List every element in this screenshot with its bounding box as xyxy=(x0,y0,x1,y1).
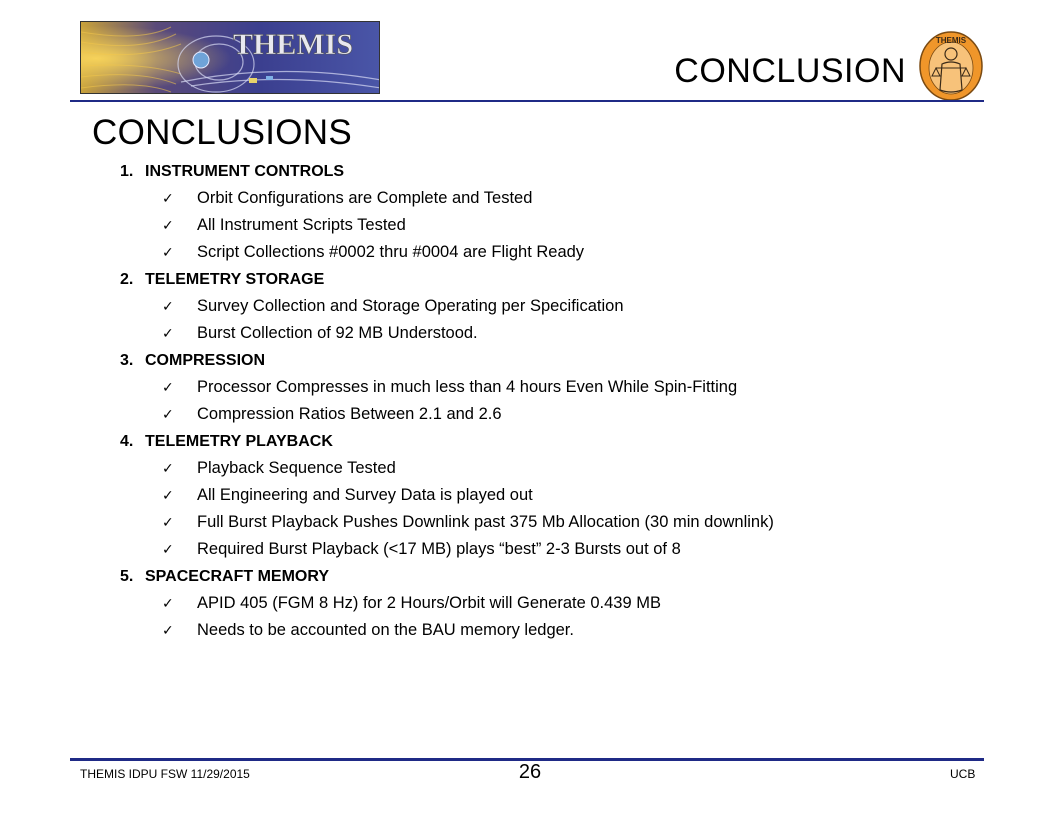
list-item-text: Playback Sequence Tested xyxy=(197,459,396,477)
list-item xyxy=(0,320,1056,347)
list-item-text: All Instrument Scripts Tested xyxy=(197,216,406,234)
page-number: 26 xyxy=(518,761,542,783)
list-item-text: Script Collections #0002 thru #0004 are Flight Ready xyxy=(197,243,585,261)
list-item-text: All Engineering and Survey Data is played out xyxy=(197,486,533,504)
list-item xyxy=(0,293,1056,320)
page-heading: CONCLUSIONS xyxy=(92,113,353,152)
section-label: SPACECRAFT MEMORY xyxy=(145,568,329,585)
section-title xyxy=(0,158,1056,185)
list-item xyxy=(0,509,1056,536)
section-label: TELEMETRY PLAYBACK xyxy=(145,433,333,450)
checkmark-icon: ✓ xyxy=(162,622,174,638)
slide-title: CONCLUSION xyxy=(674,52,906,90)
header-rule xyxy=(70,100,984,102)
list-item-text: Full Burst Playback Pushes Downlink past 375 Mb Allocation (30 min downlink) xyxy=(197,513,774,531)
footer-left-text: THEMIS IDPU FSW 11/29/2015 xyxy=(80,767,250,781)
list-item-text: Compression Ratios Between 2.1 and 2.6 xyxy=(197,405,502,423)
conclusions-list xyxy=(0,158,1056,644)
checkmark-icon: ✓ xyxy=(162,325,174,341)
list-item xyxy=(0,185,1056,212)
checkmark-icon: ✓ xyxy=(162,379,174,395)
themis-banner-logo xyxy=(80,21,380,94)
section-number: 4. xyxy=(120,433,134,450)
list-item-text: Burst Collection of 92 MB Understood. xyxy=(197,324,478,342)
section-label: COMPRESSION xyxy=(145,352,266,369)
list-item-text: Orbit Configurations are Complete and Tested xyxy=(197,189,533,207)
list-item xyxy=(0,590,1056,617)
section-number: 2. xyxy=(120,271,134,288)
list-item-text: Survey Collection and Storage Operating per Specification xyxy=(197,297,624,315)
section-title xyxy=(0,428,1056,455)
checkmark-icon: ✓ xyxy=(162,487,174,503)
list-item xyxy=(0,212,1056,239)
logo-wordmark: THEMIS xyxy=(233,28,354,61)
list-item xyxy=(0,482,1056,509)
list-item-text: APID 405 (FGM 8 Hz) for 2 Hours/Orbit will Generate 0.439 MB xyxy=(197,594,661,612)
themis-emblem-icon xyxy=(918,30,984,102)
section-title xyxy=(0,347,1056,374)
list-item xyxy=(0,536,1056,563)
list-item-text: Required Burst Playback (<17 MB) plays “best” 2-3 Bursts out of 8 xyxy=(197,540,681,558)
checkmark-icon: ✓ xyxy=(162,217,174,233)
section-number: 3. xyxy=(120,352,134,369)
section-label: INSTRUMENT CONTROLS xyxy=(145,163,345,180)
footer-right-text: UCB xyxy=(950,767,976,781)
list-item xyxy=(0,374,1056,401)
section-number: 1. xyxy=(120,163,134,180)
list-item xyxy=(0,617,1056,644)
checkmark-icon: ✓ xyxy=(162,298,174,314)
section-number: 5. xyxy=(120,568,134,585)
checkmark-icon: ✓ xyxy=(162,190,174,206)
checkmark-icon: ✓ xyxy=(162,244,174,260)
emblem-label: THEMIS xyxy=(935,36,967,45)
list-item xyxy=(0,455,1056,482)
list-item-text: Processor Compresses in much less than 4 hours Even While Spin-Fitting xyxy=(197,378,738,396)
checkmark-icon: ✓ xyxy=(162,595,174,611)
section-title xyxy=(0,563,1056,590)
checkmark-icon: ✓ xyxy=(162,460,174,476)
list-item xyxy=(0,239,1056,266)
list-item xyxy=(0,401,1056,428)
checkmark-icon: ✓ xyxy=(162,514,174,530)
list-item-text: Needs to be accounted on the BAU memory ledger. xyxy=(197,621,574,639)
section-title xyxy=(0,266,1056,293)
checkmark-icon: ✓ xyxy=(162,406,174,422)
checkmark-icon: ✓ xyxy=(162,541,174,557)
section-label: TELEMETRY STORAGE xyxy=(145,271,325,288)
